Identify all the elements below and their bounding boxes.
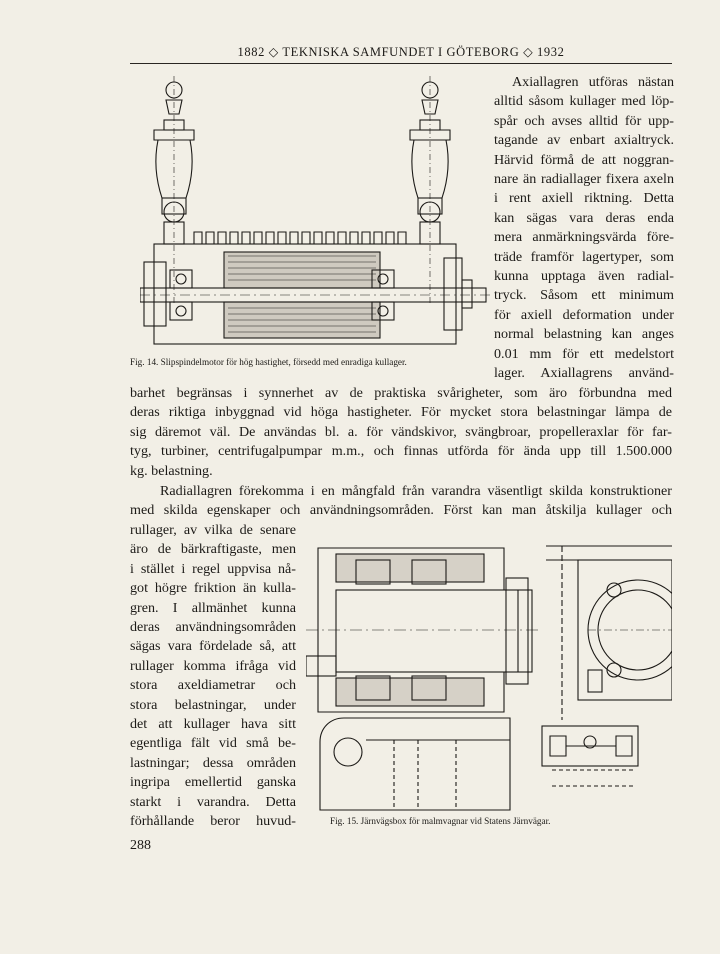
text-line: det att kullager hava sitt — [130, 716, 296, 733]
text-line: lastningar; dessa områden — [130, 754, 296, 771]
text-line: Radiallagren förekomma i en mångfald från varandra väsentligt skilda konstruktioner — [160, 483, 672, 499]
text-line: för axiell deformation under — [494, 306, 674, 323]
text-line: Härvid förmå de att noggran- — [494, 151, 674, 168]
text-line: stora belastningar, under — [130, 696, 296, 713]
text-line: sig däremot väl. De användas bl. a. för vändskivor, svängbroar, propelleraxlar för far- — [130, 423, 672, 440]
text-line: förhållande beror huvud- — [130, 813, 296, 830]
text-line: barhet begränsas i synnerhet av de praktiska svårigheter, som äro förbundna med — [130, 385, 672, 401]
left-column-text — [130, 521, 296, 832]
text-line: i stället i regel uppvisa nå- — [130, 560, 296, 577]
text-line: tryck. Såsom ett minimum — [494, 287, 674, 304]
text-line: kan sägas vara deras enda — [494, 209, 674, 226]
text-line: rullager komma ifråga vid — [130, 657, 296, 674]
text-line: deras användningsområden — [130, 619, 296, 636]
text-line: sägas vara fördelade så, att — [130, 638, 296, 655]
text-line: Axiallagren utföras nästan — [512, 74, 674, 90]
header-society: TEKNISKA SAMFUNDET I GÖTEBORG — [282, 45, 520, 59]
text-line: tagande av enbart axialtryck. — [494, 132, 674, 149]
text-line: 0.01 mm för ett medelstort — [494, 345, 674, 362]
running-header — [130, 44, 672, 60]
text-line: egentliga fält vid små be- — [130, 735, 296, 752]
text-line: gren. I allmänhet kunna — [130, 599, 296, 616]
right-column-text — [494, 73, 674, 384]
paragraph-axiallager — [130, 384, 672, 481]
text-line: rullager, av vilka de senare — [130, 522, 296, 538]
figure-14-caption: Fig. 14. Slipspindelmotor för hög hastighet, försedd med enradiga kullager. — [130, 357, 407, 367]
text-line: spår och avses alltid för upp- — [494, 112, 674, 129]
figure-14-drawing — [140, 72, 500, 362]
text-line: tyg, turbiner, centrifugalpumpar m.m., och finnas utförda för ända upp till 1.500.000 — [130, 443, 672, 460]
text-line: alltid såsom kullager med löp- — [494, 93, 674, 110]
paragraph-radiallager — [130, 482, 672, 521]
text-line: deras riktiga inbyggnad vid höga hastigheter. För mycket stora belastningar lämpa de — [130, 404, 672, 421]
ornament-icon: ◇ — [523, 45, 538, 59]
text-line: ingripa emellertid ganska — [130, 774, 296, 791]
figure-15-drawing — [306, 530, 672, 812]
text-line: stora axeldiametrar och — [130, 677, 296, 694]
text-line: med skilda egenskaper och användningsområden. Först kan man åtskilja kullager och — [130, 502, 672, 519]
text-line: normal belastning kan anges — [494, 326, 674, 343]
text-line: lager. Axiallagrens använd- — [494, 365, 674, 382]
text-line: i rent axiell riktning. Detta — [494, 190, 674, 207]
text-line: kg. belastning. — [130, 462, 213, 479]
text-line: kunna upptaga även radial- — [494, 268, 674, 285]
text-line: mera anmärkningsvärda före- — [494, 229, 674, 246]
page-number: 288 — [130, 838, 151, 853]
text-line: äro de bärkraftigaste, men — [130, 541, 296, 558]
header-rule — [130, 63, 672, 64]
header-year-right: 1932 — [537, 45, 565, 59]
text-line: got högre friktion än kulla- — [130, 580, 296, 597]
text-line: träde framför lagertyper, som — [494, 248, 674, 265]
text-line: starkt i varandra. Detta — [130, 793, 296, 810]
ornament-icon: ◇ — [268, 45, 283, 59]
header-year-left: 1882 — [237, 45, 265, 59]
text-line: nare än radiallager fixera axeln — [494, 171, 674, 188]
figure-15-caption: Fig. 15. Järnvägsbox för malmvagnar vid Statens Järnvägar. — [330, 816, 551, 826]
